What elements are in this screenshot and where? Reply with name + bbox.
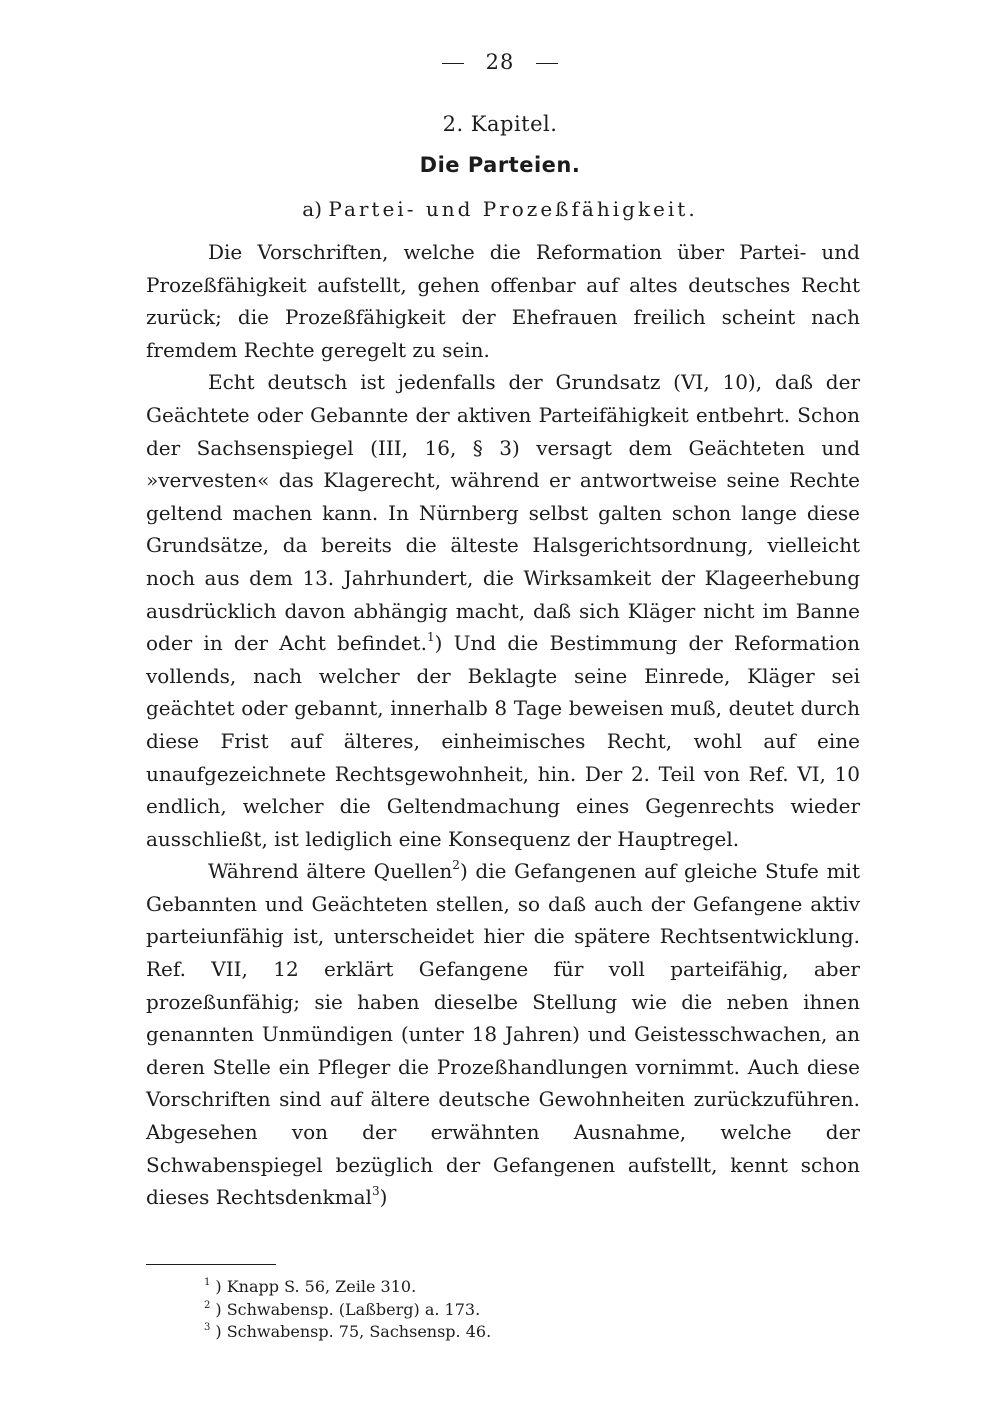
paragraph-3-text-c: ) xyxy=(379,1185,388,1210)
paragraph-3-text-b: ) die Gefangenen auf gleiche Stufe mit Gebannten und Geächteten stellen, so daß auch der Gefangene aktiv parteiunfähig ist, unterscheidet hier die spätere Rechtsentwicklung. Ref. VII, 12 erklärt Gefangene für voll parteifähig, aber prozeßunfähig; sie haben dieselbe Stellung wie die neben ihnen genannten Unmündigen (unter 18 Jahren) und Geistesschwachen, an deren Stelle ein Pfleger die Prozeßhandlungen vornimmt. Auch diese Vorschriften sind auf ältere deutsche Gewohnheiten zurückzuführen. Abgesehen von der erwähnten Ausnahme, welche der Schwabenspiegel bezüglich der Gefangenen aufstellt, kennt schon dieses Rechtsdenkmal xyxy=(146,859,860,1210)
footnote-marker: 1 xyxy=(204,1277,211,1288)
section-title: Die Parteien. xyxy=(419,153,581,177)
footnote-ref-3: 3 xyxy=(371,1184,380,1199)
footnote-ref-2: 2 xyxy=(452,858,460,873)
paragraph-1-text: Die Vorschriften, welche die Reformation über Partei- und Prozeßfähigkeit aufstellt, gehen offenbar auf altes deutsches Recht zurück; die Prozeßfähigkeit der Ehefrauen freilich scheint nach fremdem Rechte geregelt zu sein. xyxy=(146,240,860,362)
footnote-marker: 3 xyxy=(204,1322,211,1333)
paragraph-3 xyxy=(146,855,860,1214)
footnote-ref-1: 1 xyxy=(426,630,435,645)
page-number xyxy=(0,50,1000,74)
subsection-title xyxy=(0,197,1000,221)
footnote-3 xyxy=(204,1321,844,1344)
subsection-text: Partei- und Prozeßfähigkeit. xyxy=(328,197,698,221)
dash-left xyxy=(442,63,464,64)
page-number-value: 28 xyxy=(485,50,515,74)
body-text xyxy=(146,236,860,1214)
paragraph-2-text-a: Echt deutsch ist jedenfalls der Grundsatz (VI, 10), daß der Geächtete oder Gebannte der aktiven Parteifähigkeit entbehrt. Schon der Sachsenspiegel (III, 16, § 3) versagt dem Geächteten und »vervesten« das Klagerecht, während er antwortweise seine Rechte geltend machen kann. In Nürnberg selbst galten schon lange diese Grundsätze, da bereits die älteste Halsgerichtsordnung, vielleicht noch aus dem 13. Jahrhundert, die Wirksamkeit der Klageerhebung ausdrücklich davon abhängig macht, daß sich Kläger nicht im Banne oder in der Acht befindet. xyxy=(146,370,860,656)
footnote-2 xyxy=(204,1299,844,1322)
footnote-1 xyxy=(204,1276,844,1299)
dash-right xyxy=(536,63,558,64)
chapter-heading: 2. Kapitel. xyxy=(442,112,558,136)
footnote-text: ) Schwabensp. 75, Sachsensp. 46. xyxy=(215,1322,492,1341)
paragraph-3-text-a: Während ältere Quellen xyxy=(208,859,453,884)
footnote-text: ) Knapp S. 56, Zeile 310. xyxy=(215,1277,417,1296)
footnote-divider xyxy=(146,1264,276,1265)
paragraph-2 xyxy=(146,366,860,855)
footnotes xyxy=(204,1276,844,1344)
paragraph-1 xyxy=(146,236,860,366)
paragraph-2-text-b: ) Und die Bestimmung der Reformation vollends, nach welcher der Beklagte seine Einrede, Kläger sei geächtet oder gebannt, innerhalb 8 Tage beweisen muß, deutet durch diese Frist auf älteres, einheimisches Recht, wohl auf eine unaufgezeichnete Rechtsgewohnheit, hin. Der 2. Teil von Ref. VI, 10 endlich, welcher die Geltendmachung eines Gegenrechts wieder ausschließt, ist lediglich eine Konsequenz der Hauptregel. xyxy=(146,631,860,851)
footnote-text: ) Schwabensp. (Laßberg) a. 173. xyxy=(215,1299,481,1319)
footnote-marker: 2 xyxy=(204,1299,211,1311)
subsection-label: a) xyxy=(302,197,323,221)
